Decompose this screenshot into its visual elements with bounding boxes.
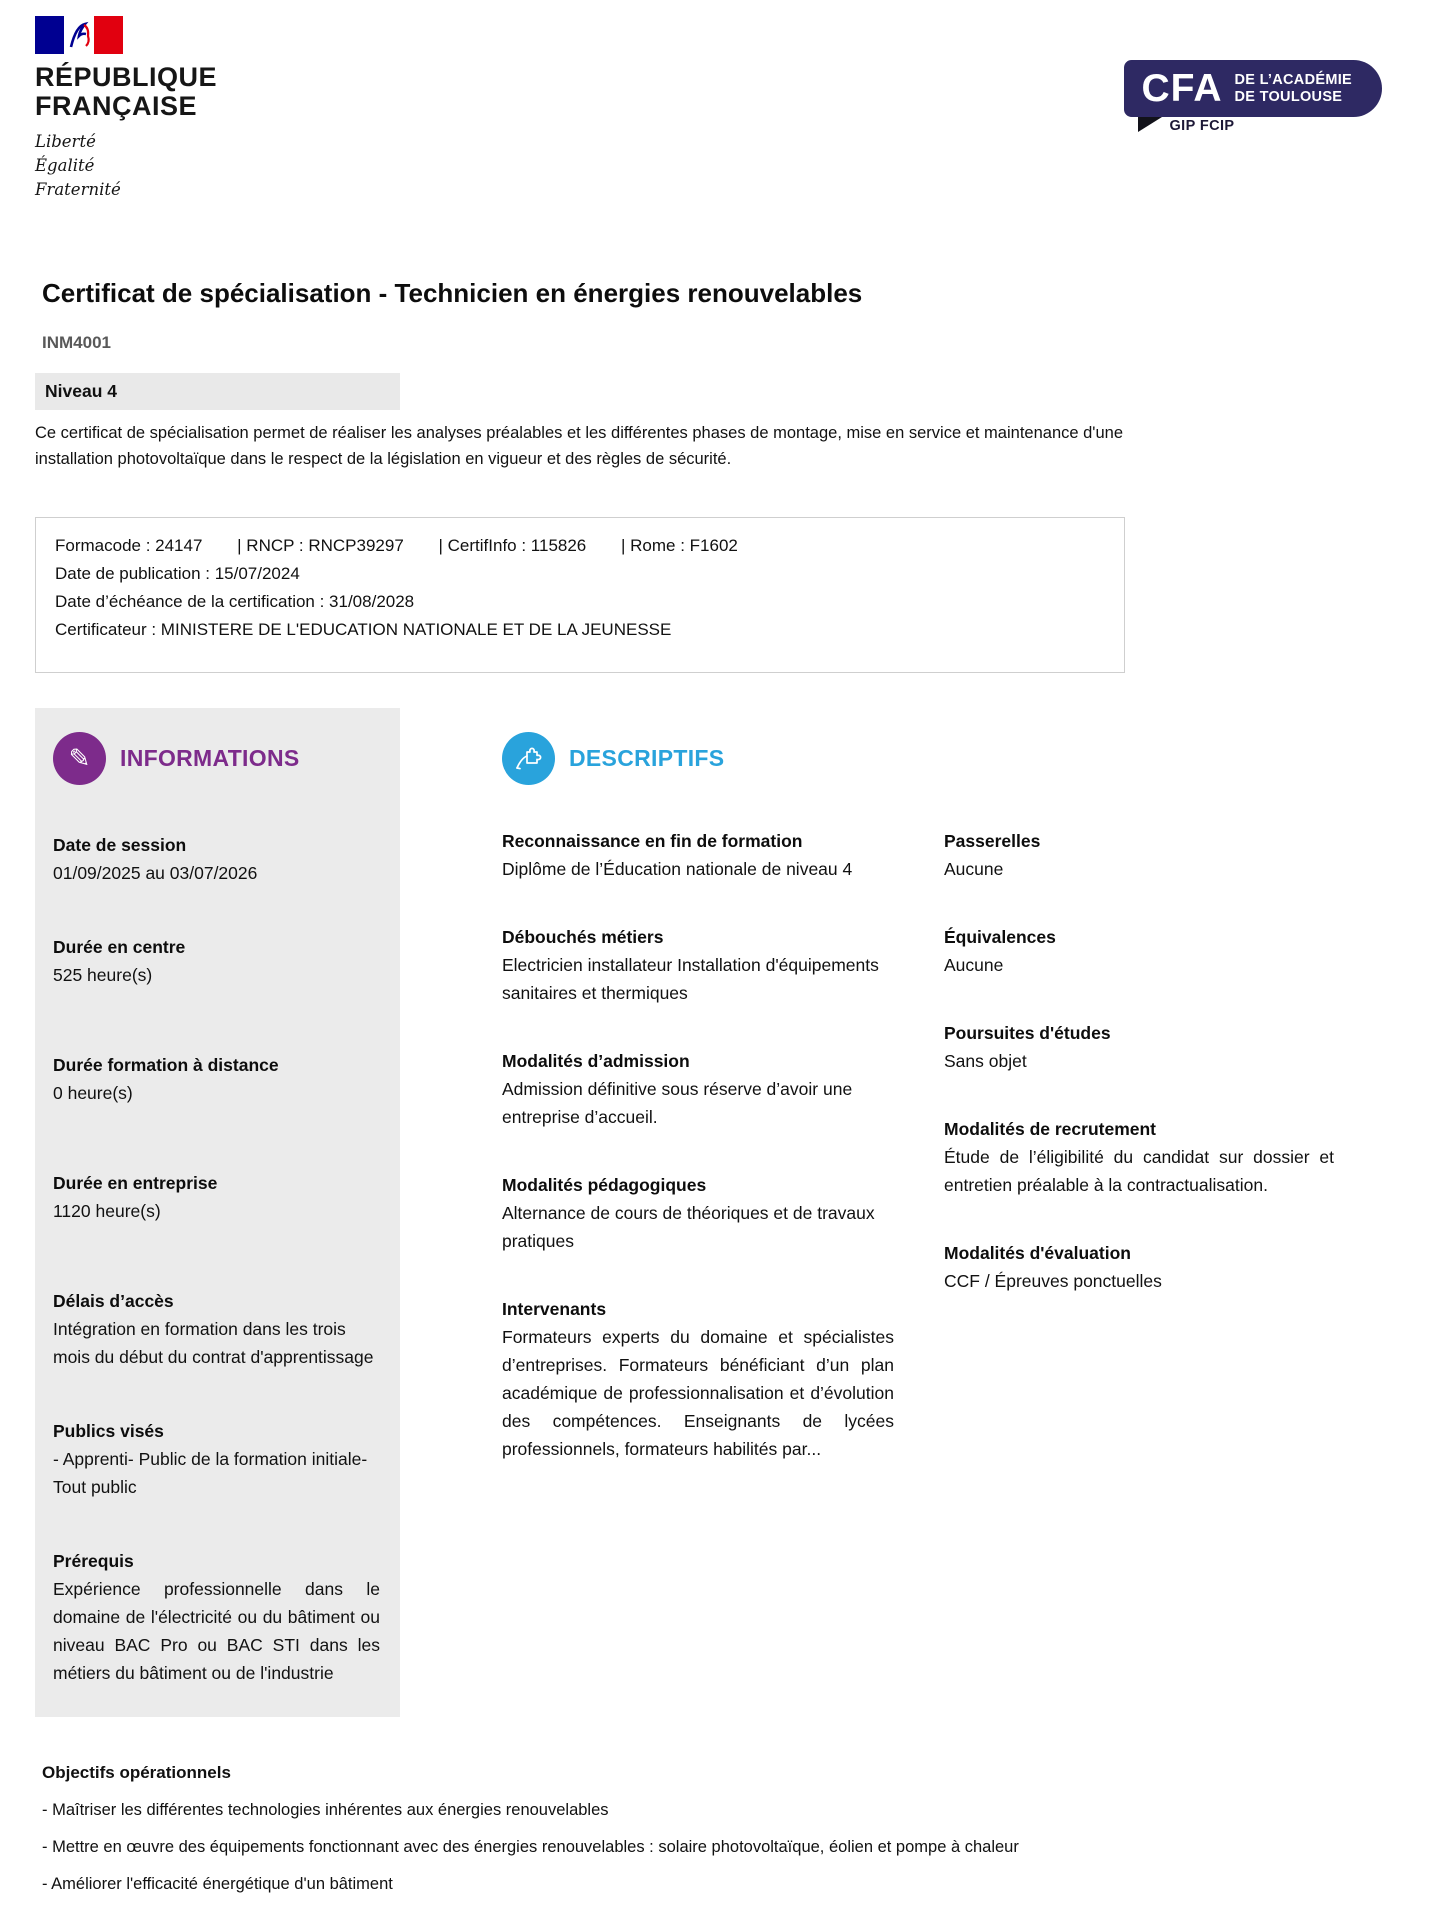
info-section-publics-vises (53, 1417, 380, 1501)
course-code: INM4001 (42, 332, 111, 352)
republique-line1: RÉPUBLIQUE (35, 62, 218, 92)
section-label: Passerelles (944, 830, 1041, 851)
section-value: Formateurs experts du domaine et spécialistes d’entreprises. Formateurs bénéficiant d’un plan académique de professionnalisation et d’évolution des compétences. Enseignants de lycées professionnels, formateurs habilités par... (502, 1326, 894, 1459)
cfa-academy-lines (1235, 72, 1353, 105)
section-value: Aucune (944, 954, 1004, 975)
republique-wordmark (35, 63, 217, 120)
motto-egalite: Égalité (35, 156, 95, 176)
desc-section-admission (502, 1047, 894, 1131)
objective-item: - Maîtriser les différentes technologies inhérentes aux énergies renouvelables (42, 1800, 609, 1819)
motto (35, 130, 217, 202)
section-value: Sans objet (944, 1050, 1027, 1071)
desc-section-evaluation (944, 1239, 1334, 1295)
expiration-date: Date d’échéance de la certification : 31/08/2028 (55, 591, 415, 611)
section-label: Poursuites d'études (944, 1022, 1111, 1043)
descriptifs-columns (502, 827, 1334, 1463)
cfa-line2: DE TOULOUSE (1234, 88, 1343, 105)
section-value: Electricien installateur Installation d'équipements sanitaires et thermiques (502, 954, 879, 1003)
info-section-delais-acces (53, 1287, 380, 1371)
section-label: Modalités d’admission (502, 1050, 690, 1071)
informations-header (53, 732, 380, 785)
republique-line2: FRANÇAISE (35, 90, 198, 121)
descriptifs-header (502, 732, 1334, 785)
section-value: Alternance de cours de théoriques et de travaux pratiques (502, 1202, 875, 1251)
section-value: 01/09/2025 au 03/07/2026 (53, 862, 258, 883)
desc-section-reconnaissance (502, 827, 894, 883)
section-label: Modalités de recrutement (944, 1118, 1156, 1139)
main-columns (35, 708, 1438, 1717)
page-title: Certificat de spécialisation - Technicien en énergies renouvelables (42, 277, 863, 308)
section-label: Modalités d'évaluation (944, 1242, 1131, 1263)
gip-fcip-label: GIP FCIP (1169, 118, 1235, 134)
cfa-toulouse-logo (1124, 60, 1383, 134)
cfa-acronym: CFA (1141, 67, 1223, 110)
section-label: Équivalences (944, 926, 1056, 947)
section-label: Délais d’accès (53, 1290, 174, 1311)
puzzle-hand-icon (502, 732, 555, 785)
pencil-icon: ✎ (53, 732, 106, 785)
course-description: Ce certificat de spécialisation permet de réaliser les analyses préalables et les différentes phases de montage, mise en service et maintenance d'une installation photovoltaïque dans le respect de la législation en vigueur et des règles de sécurité. (35, 423, 1123, 469)
descriptifs-column-1 (502, 827, 894, 1463)
cfa-logo-pill (1124, 60, 1383, 117)
section-value: Intégration en formation dans les trois mois du début du contrat d'apprentissage (53, 1318, 374, 1367)
section-label: Débouchés métiers (502, 926, 664, 947)
section-value: 525 heure(s) (53, 964, 153, 985)
objective-item: - Améliorer l'efficacité énergétique d'un bâtiment (42, 1874, 393, 1893)
section-label: Publics visés (53, 1420, 164, 1441)
desc-section-pedagogiques (502, 1171, 894, 1255)
section-value: Admission définitive sous réserve d’avoir une entreprise d’accueil. (502, 1078, 853, 1127)
section-label: Modalités pédagogiques (502, 1174, 707, 1195)
section-value: CCF / Épreuves ponctuelles (944, 1270, 1162, 1291)
motto-liberte: Liberté (35, 132, 96, 152)
section-label: Durée en centre (53, 936, 186, 957)
section-value: Étude de l’éligibilité du candidat sur dossier et entretien préalable à la contractualisation. (944, 1146, 1334, 1195)
certifier: Certificateur : MINISTERE DE L'EDUCATION NATIONALE ET DE LA JEUNESSE (55, 619, 672, 639)
info-section-duree-entreprise (53, 1169, 380, 1225)
section-value: 1120 heure(s) (53, 1200, 161, 1221)
desc-section-recrutement (944, 1115, 1334, 1199)
info-section-duree-centre (53, 933, 380, 989)
descriptifs-column-2 (944, 827, 1334, 1463)
desc-section-poursuites (944, 1019, 1334, 1075)
meta-codes-line (55, 532, 1105, 560)
objectives-heading: Objectifs opérationnels (42, 1762, 231, 1782)
objective-item: - Mettre en œuvre des équipements fonctionnant avec des énergies renouvelables : solaire photovoltaïque, éolien et pompe à chaleur (42, 1837, 1019, 1856)
publication-date: Date de publication : 15/07/2024 (55, 563, 300, 583)
cfa-line1: DE L’ACADÉMIE (1234, 71, 1352, 88)
descriptifs-panel (502, 708, 1334, 1463)
section-label: Durée formation à distance (53, 1054, 279, 1075)
motto-fraternite: Fraternité (35, 180, 121, 200)
certifinfo-code: | CertifInfo : 115826 (438, 535, 587, 555)
section-value: Expérience professionnelle dans le domaine de l'électricité ou du bâtiment ou niveau BAC Pro ou BAC STI dans les métiers du bâtiment ou de l'industrie (53, 1578, 380, 1683)
desc-section-intervenants (502, 1295, 894, 1463)
desc-section-debouches (502, 923, 894, 1007)
certification-meta-box (35, 517, 1125, 673)
rome-code: | Rome : F1602 (621, 535, 738, 555)
page-header (0, 0, 1438, 202)
section-label: Durée en entreprise (53, 1172, 218, 1193)
desc-section-passerelles (944, 827, 1334, 883)
cfa-sub-row (1124, 117, 1383, 134)
objectives-section (42, 1761, 1396, 1896)
section-value: - Apprenti- Public de la formation initiale- Tout public (53, 1448, 368, 1497)
section-value: 0 heure(s) (53, 1082, 133, 1103)
formacode: Formacode : 24147 (55, 535, 203, 555)
section-label: Reconnaissance en fin de formation (502, 830, 803, 851)
descriptifs-heading: DESCRIPTIFS (569, 744, 725, 771)
informations-panel (35, 708, 400, 1717)
desc-section-equivalences (944, 923, 1334, 979)
republique-francaise-logo (35, 16, 217, 202)
french-flag-icon (35, 16, 123, 54)
informations-heading: INFORMATIONS (120, 744, 300, 771)
info-section-prerequis (53, 1547, 380, 1687)
rncp-code: | RNCP : RNCP39297 (237, 535, 404, 555)
section-label: Prérequis (53, 1550, 134, 1571)
info-section-duree-distance (53, 1051, 380, 1107)
section-label: Date de session (53, 834, 187, 855)
ribbon-fold-icon (1138, 117, 1162, 132)
level-badge: Niveau 4 (35, 373, 400, 410)
section-value: Aucune (944, 858, 1004, 879)
info-section-date-session (53, 831, 380, 887)
section-value: Diplôme de l’Éducation nationale de niveau 4 (502, 858, 853, 879)
section-label: Intervenants (502, 1298, 607, 1319)
